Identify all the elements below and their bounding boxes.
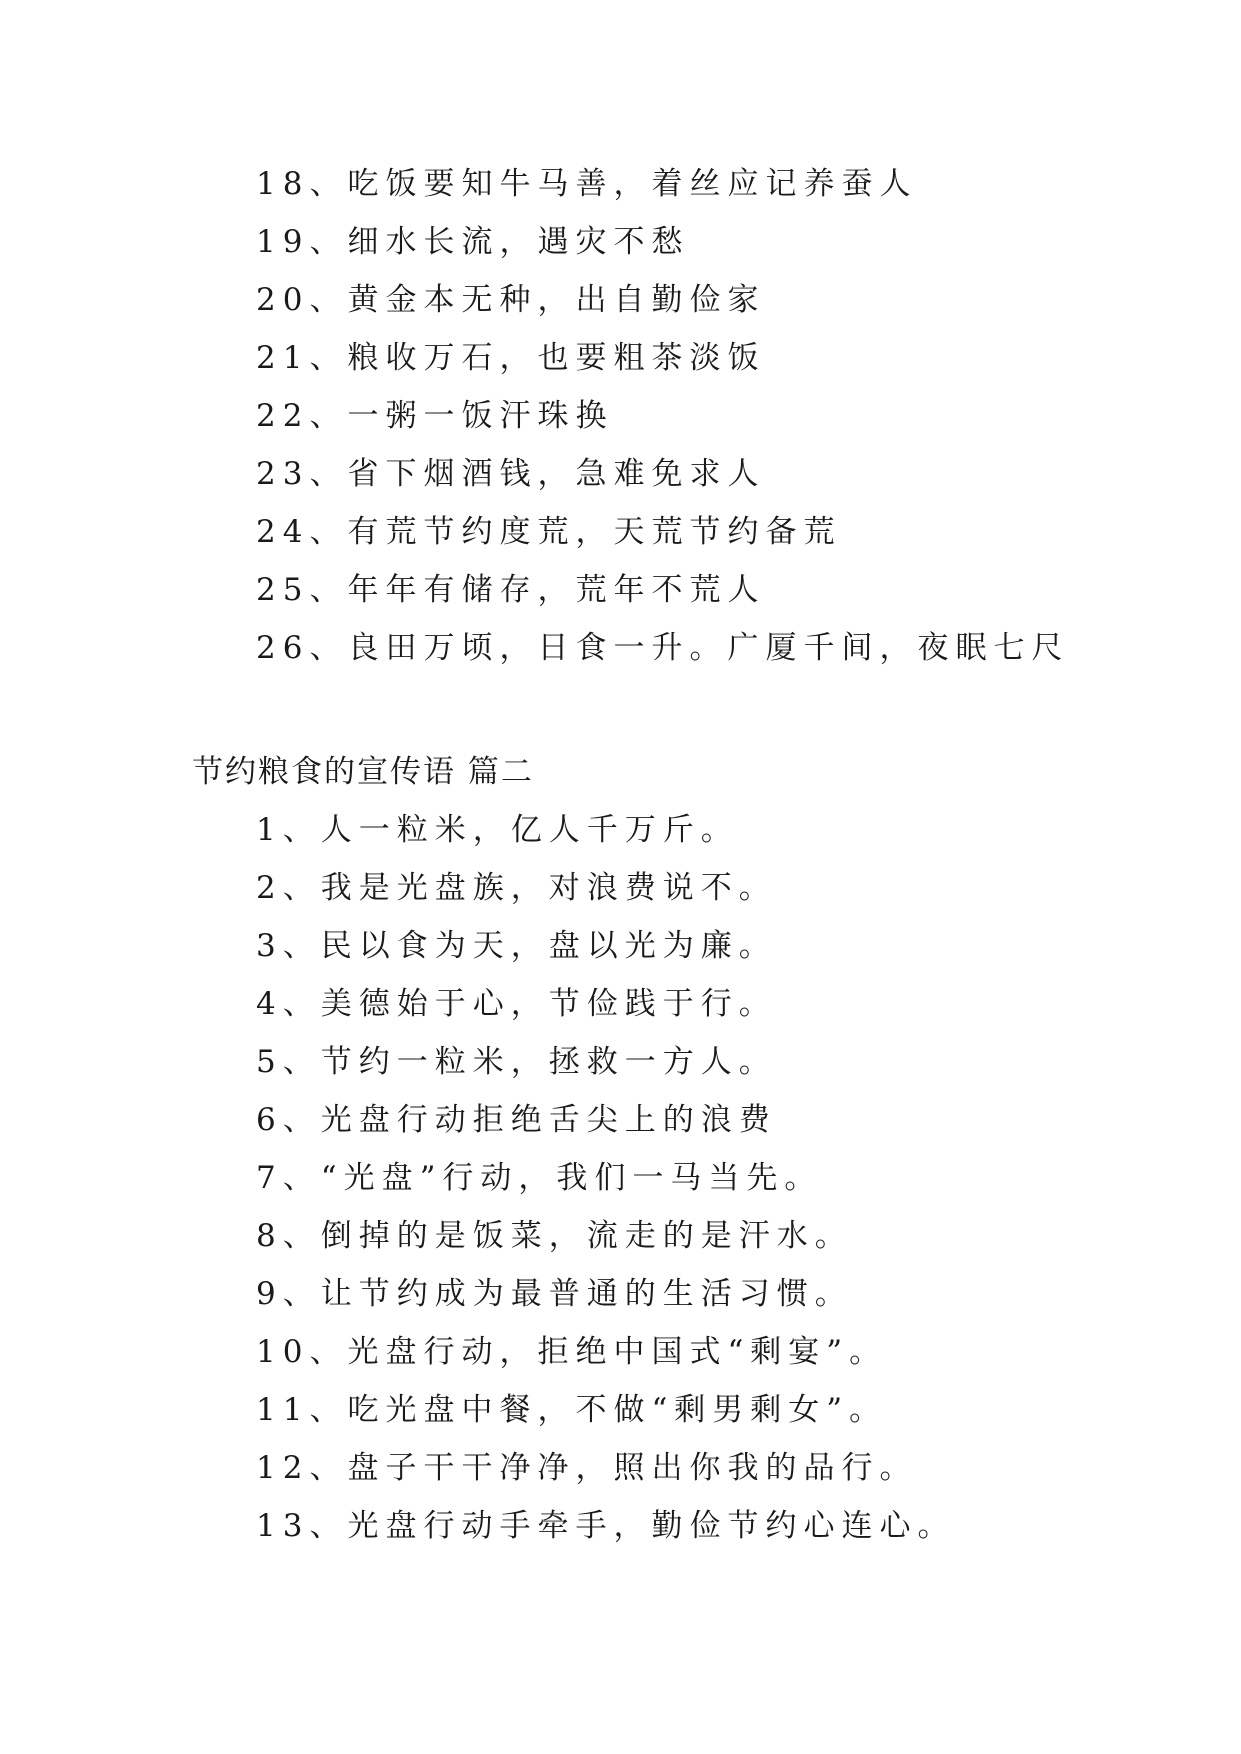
- section-heading: 节约粮食的宣传语 篇二: [192, 754, 534, 790]
- list-item: 21、粮收万石，也要粗茶淡饭: [256, 340, 766, 376]
- list-item: 25、年年有储存，荒年不荒人: [256, 572, 766, 608]
- list-item: 22、一粥一饭汗珠换: [256, 398, 614, 434]
- list-item: 23、省下烟酒钱，急难免求人: [256, 456, 766, 492]
- list-item: 2、我是光盘族，对浪费说不。: [256, 870, 777, 906]
- list-item: 12、盘子干干净净，照出你我的品行。: [256, 1450, 918, 1486]
- list-item: 4、美德始于心，节俭践于行。: [256, 986, 777, 1022]
- list-item: 24、有荒节约度荒，天荒节约备荒: [256, 514, 842, 550]
- list-item: 1、人一粒米，亿人千万斤。: [256, 812, 739, 848]
- list-item: 8、倒掉的是饭菜，流走的是汗水。: [256, 1218, 853, 1254]
- list-item: 10、光盘行动，拒绝中国式“剩宴”。: [256, 1334, 888, 1370]
- list-item: 7、“光盘”行动，我们一马当先。: [256, 1160, 823, 1196]
- list-item: 20、黄金本无种，出自勤俭家: [256, 282, 766, 318]
- list-item: 5、节约一粒米，拯救一方人。: [256, 1044, 777, 1080]
- list-item: 18、吃饭要知牛马善，着丝应记养蚕人: [256, 166, 918, 202]
- list-item: 9、让节约成为最普通的生活习惯。: [256, 1276, 853, 1312]
- list-item: 11、吃光盘中餐，不做“剩男剩女”。: [256, 1392, 888, 1428]
- list-item: 6、光盘行动拒绝舌尖上的浪费: [256, 1102, 777, 1138]
- list-item: 19、细水长流，遇灾不愁: [256, 224, 690, 260]
- list-item: 3、民以食为天，盘以光为廉。: [256, 928, 777, 964]
- list-item: 13、光盘行动手牵手，勤俭节约心连心。: [256, 1508, 956, 1544]
- list-item: 26、良田万顷，日食一升。广厦千间，夜眠七尺: [256, 630, 1070, 666]
